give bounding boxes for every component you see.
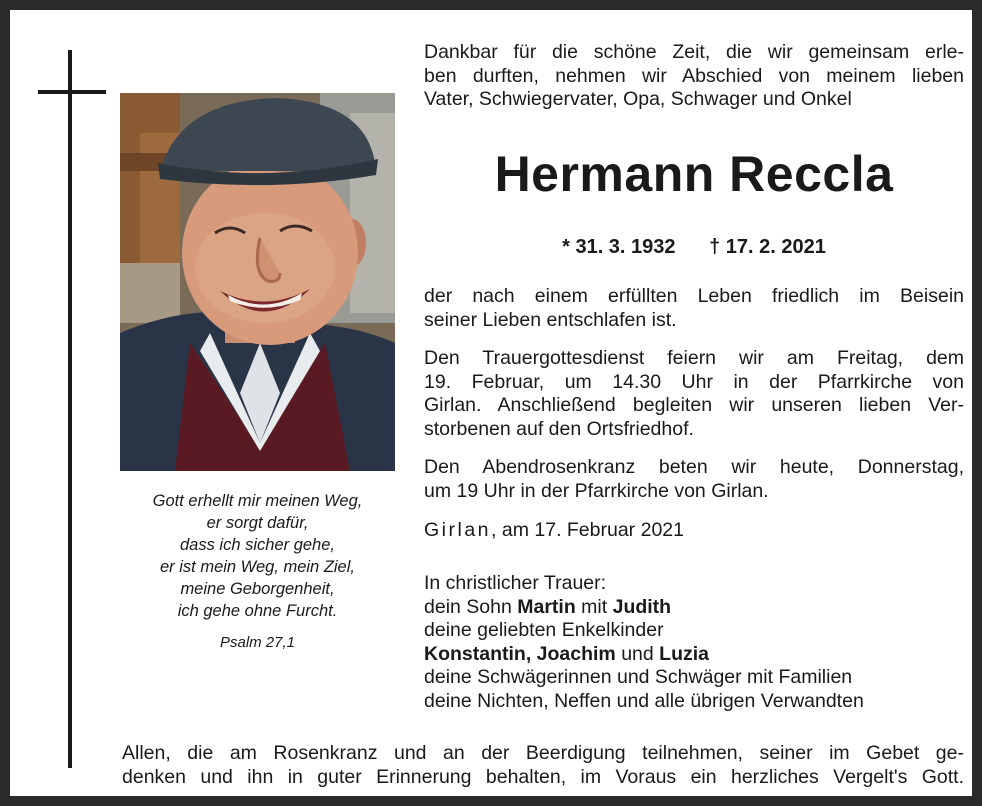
poem-reference: Psalm 27,1 <box>219 634 296 651</box>
intro-paragraph <box>424 41 964 112</box>
portrait-photo <box>120 93 395 471</box>
paragraph-line: seiner Lieben entschlafen ist. <box>424 308 677 331</box>
mourners-heading: In christlicher Trauer: <box>424 572 607 594</box>
poem <box>120 490 395 654</box>
deceased-name: Hermann Reccla <box>494 146 894 202</box>
paragraph-line: Den Abendrosenkranz beten wir heute, Donnerstag, <box>424 456 964 478</box>
mourner-inlaws: deine Schwägerinnen und Schwäger mit Familien <box>424 666 853 688</box>
poem-line: er sorgt dafür, <box>206 514 309 532</box>
cross-icon-bar <box>38 90 106 94</box>
place-date <box>424 519 964 543</box>
closing-line: Allen, die am Rosenkranz und an der Beerdigung teilnehmen, seiner im Gebet ge- <box>122 742 964 764</box>
paragraph-line: Girlan. Anschließend begleiten wir unseren lieben Ver- <box>424 394 964 416</box>
mourner-label: mit <box>575 595 613 618</box>
mourner-name: Konstantin, Joachim <box>424 642 616 665</box>
paragraph-line: 19. Februar, um 14.30 Uhr in der Pfarrkirche von <box>424 370 964 393</box>
life-dates <box>424 234 964 260</box>
death-date: † 17. 2. 2021 <box>709 236 826 258</box>
poem-line: ich gehe ohne Furcht. <box>177 602 338 620</box>
notice-date: , am 17. Februar 2021 <box>491 519 684 541</box>
paragraph-line: storbenen auf den Ortsfriedhof. <box>424 417 694 440</box>
paragraph-rosary <box>424 456 964 503</box>
intro-line: ben durften, nehmen wir Abschied von meinem lieben <box>424 64 964 87</box>
paragraph-line: um 19 Uhr in der Pfarrkirche von Girlan. <box>424 479 769 502</box>
poem-line: meine Geborgenheit, <box>180 580 335 598</box>
intro-line: Vater, Schwiegervater, Opa, Schwager und Onkel <box>424 88 852 110</box>
mourner-label: und <box>615 642 660 665</box>
mourner-grandchildren <box>424 643 964 667</box>
mourner-relatives: deine Nichten, Neffen und alle übrigen Verwandten <box>424 689 864 712</box>
mourner-son <box>424 596 964 620</box>
mourner-name: Luzia <box>659 642 709 665</box>
cross-icon <box>68 50 72 768</box>
intro-line: Dankbar für die schöne Zeit, die wir gemeinsam erle- <box>424 41 964 63</box>
birth-date: * 31. 3. 1932 <box>562 236 676 258</box>
mourner-grandchildren-label: deine geliebten Enkelkinder <box>424 619 664 641</box>
poem-line: er ist mein Weg, mein Ziel, <box>159 558 355 576</box>
paragraph-line: der nach einem erfüllten Leben friedlich im Beisein <box>424 285 964 307</box>
paragraph-passing <box>424 285 964 332</box>
mourner-name: Judith <box>612 595 672 618</box>
closing-line: denken und ihn in guter Erinnerung behalten, im Voraus ein herzliches Vergelt's Gott. <box>122 765 964 788</box>
closing-thanks <box>122 742 964 789</box>
paragraph-line: Den Trauergottesdienst feiern wir am Freitag, dem <box>424 347 964 369</box>
poem-line: dass ich sicher gehe, <box>179 536 335 554</box>
mourner-name: Martin <box>517 595 576 618</box>
place-name: Girlan <box>424 519 492 541</box>
poem-line: Gott erhellt mir meinen Weg, <box>152 492 363 510</box>
paragraph-service <box>424 347 964 441</box>
mourner-label: dein Sohn <box>424 595 518 618</box>
mourners-list <box>424 572 964 713</box>
